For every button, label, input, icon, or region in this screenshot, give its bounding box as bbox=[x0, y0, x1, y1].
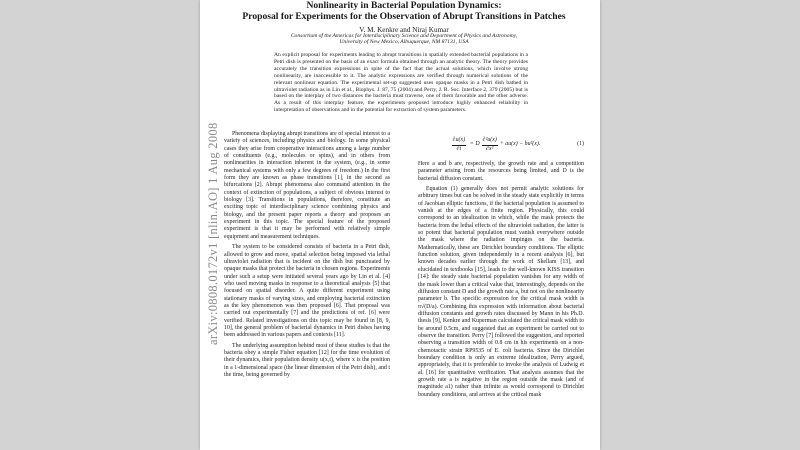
affiliation-line-1: Consortium of the Americas for Interdisciplinary Science and Department of Physics and Astronomy, bbox=[290, 33, 518, 39]
right-paragraph-2: Equation (1) generally does not permit analytic solutions for arbitrary times but can be solved in the steady state explicitly in terms of Jacobian elliptic functions, if the bacterial population is assumed to vanish at the edges of a finite region. Physically, this could correspond to an idealization in which, while the mask protects the bacteria from the lethal effects of the ultraviolet radiation, the latter is so potent that bacterial population must vanish everywhere outside the mask where the radiation impinges on the bacteria. Mathematically, these are Dirichlet boundary conditions. The elliptic function solution, given independently in a recent analysis [6], but known decades earlier through the work of Skellam [13], and elucidated in textbooks [15], leads to the well-known KISS transition [14]: the steady state bacterial population vanishes for any width of the mask lower than a critical value that, interestingly, depends on the diffusion constant D and the growth rate a, but not on the nonlinearity parameter b. The specific expression for the critical mask width is π√(D/a). Combining this expression with information about bacterial diffusion constants and growth rates discussed by Mann in his Ph.D. thesis [9], Kenkre and Kuperman calculated the critical mask width to be around 0.5cm, and suggested that an experiment be carried out to observe the transition. Perry [7] followed the suggestion, and reported observing a transition width of 0.8 cm in his experiments on a non-chemotactic strain RP9535 of E. coli bacteria. Since the Dirichlet boundary condition is only an extreme idealization, Perry argued, appropriately, that it is preferable to invoke the analysis of Ludwig et al. [16] for quantitative verification. That analysis assumes that the growth rate a is negative in the region outside the mask (and of magnitude a1) rather than infinite as would correspond to Dirichlet boundary conditions, and arrives at the critical mask bbox=[418, 186, 584, 398]
paper-page bbox=[200, 0, 600, 450]
affiliation-line-2: University of New Mexico, Albuquerque, NM 87131, USA bbox=[339, 39, 469, 46]
rhs-fraction: $\frac{\text{∂²u(x)}}{\text{∂x²}}$ bbox=[482, 137, 497, 152]
affiliation bbox=[228, 33, 580, 45]
left-paragraph-3: The underlying assumption behind most of these studies is that the bacteria obey a simple Fisher equation [12] for the time evolution of their dynamics, their population density u(x,t), where x is the position in a 1-dimensional space (the linear dimension of the Petri dish), and t the time, being governed by bbox=[224, 342, 390, 378]
title-line-1: Nonlinearity in Bacterial Population Dynamics: bbox=[306, 0, 502, 11]
abstract: An explicit proposal for experiments leading to abrupt transitions in spatially extended bacterial populations in a Petri dish is presented on the basis of an exact formula obtained through an analytic theory. The theory provides accurately the transition expressions in spite of the fact that the actual solutions, which involve strong nonlinearity, are inaccessible to it. The analytic expressions are verified through numerical solutions of the relevant nonlinear equation. The experimental set-up suggested uses opaque masks in a Petri dish bathed in ultraviolet radiation as in Lin et al., Biophys. J. 87, 75 (2004) and Perry, J. R. Soc. Interface 2, 379 (2005) but is based on the interplay of two distances the bacteria must traverse, one of them favorable and the other adverse. As a result of this interplay feature, the experiments proposed introduce highly enhanced reliability in interpretation of observations and in the potential for extraction of system parameters. bbox=[274, 52, 528, 114]
equation-number: (1) bbox=[577, 141, 584, 148]
lhs-fraction: $\frac{\partial u(x)}{\partial t}$ bbox=[452, 137, 466, 152]
right-column bbox=[418, 131, 584, 402]
arxiv-identifier: arXiv:0808.0172v1 [nlin.AO] 1 Aug 2008 bbox=[206, 122, 220, 345]
left-paragraph-2: The system to be considered consists of bacteria in a Petri dish, allowed to grow and move, spatial selection being imposed via lethal ultraviolet radiation that is incident on the dish but punctuated by opaque masks that protect the bacteria in chosen regions. Experiments under such a setup were initiated several years ago by Lin et al. [4] who used moving masks in response to a theoretical analysis [5] that focused on spatial disorder. A quite different experiment using stationary masks of varying sizes, and employing bacterial extinction as the key phenomenon was then proposed [6]. That proposal was carried out experimentally [7] and the predictions of ref. [6] were verified. Related investigations on this topic may be found in [8, 9, 10], the general problem of bacterial dynamics in Petri dishes having been addressed in various papers and contexts [11]. bbox=[224, 244, 390, 339]
left-paragraph-1: Phenomena displaying abrupt transitions are of special interest to a variety of sciences, including physics and biology. In some physical cases they arise from cooperative interactions among a large number of constituents (e.g., molecules or spins), and in others from nonlinearities in interaction inherent in the system, (e.g., in some mechanical systems with only a few degrees of freedom.) In the first form they are known as phase transitions [1], in the second as bifurcations [2]. Abrupt phenomena also command attention in the context of extinction of populations, a subject of obvious interest to biology [3]. Transitions in populations, therefore, constitute an exciting topic of interdisciplinary science combining physics and biology, and the present paper reports a theory and proposes an experiment in this topic. The special feature of the proposed experiment is that it may be performed with relatively simple equipment and measurement techniques. bbox=[224, 131, 390, 240]
title-line-2: Proposal for Experiments for the Observation of Abrupt Transitions in Patches bbox=[242, 11, 566, 22]
left-column bbox=[224, 131, 390, 382]
fisher-equation: $\frac{\partial u(x)}{\partial t}$ = D $\frac{\text{∂²u(x)}}{\text{∂x²}}$ + au(x) − bu²(x). (1) bbox=[452, 137, 584, 152]
paper-title bbox=[228, 0, 580, 22]
right-paragraph-1: Here a and b are, respectively, the growth rate and a competition parameter arising from the resources being limited, and D is the bacterial diffusion constant. bbox=[418, 161, 584, 182]
authors: V. M. Kenkre and Niraj Kumar bbox=[359, 26, 449, 34]
